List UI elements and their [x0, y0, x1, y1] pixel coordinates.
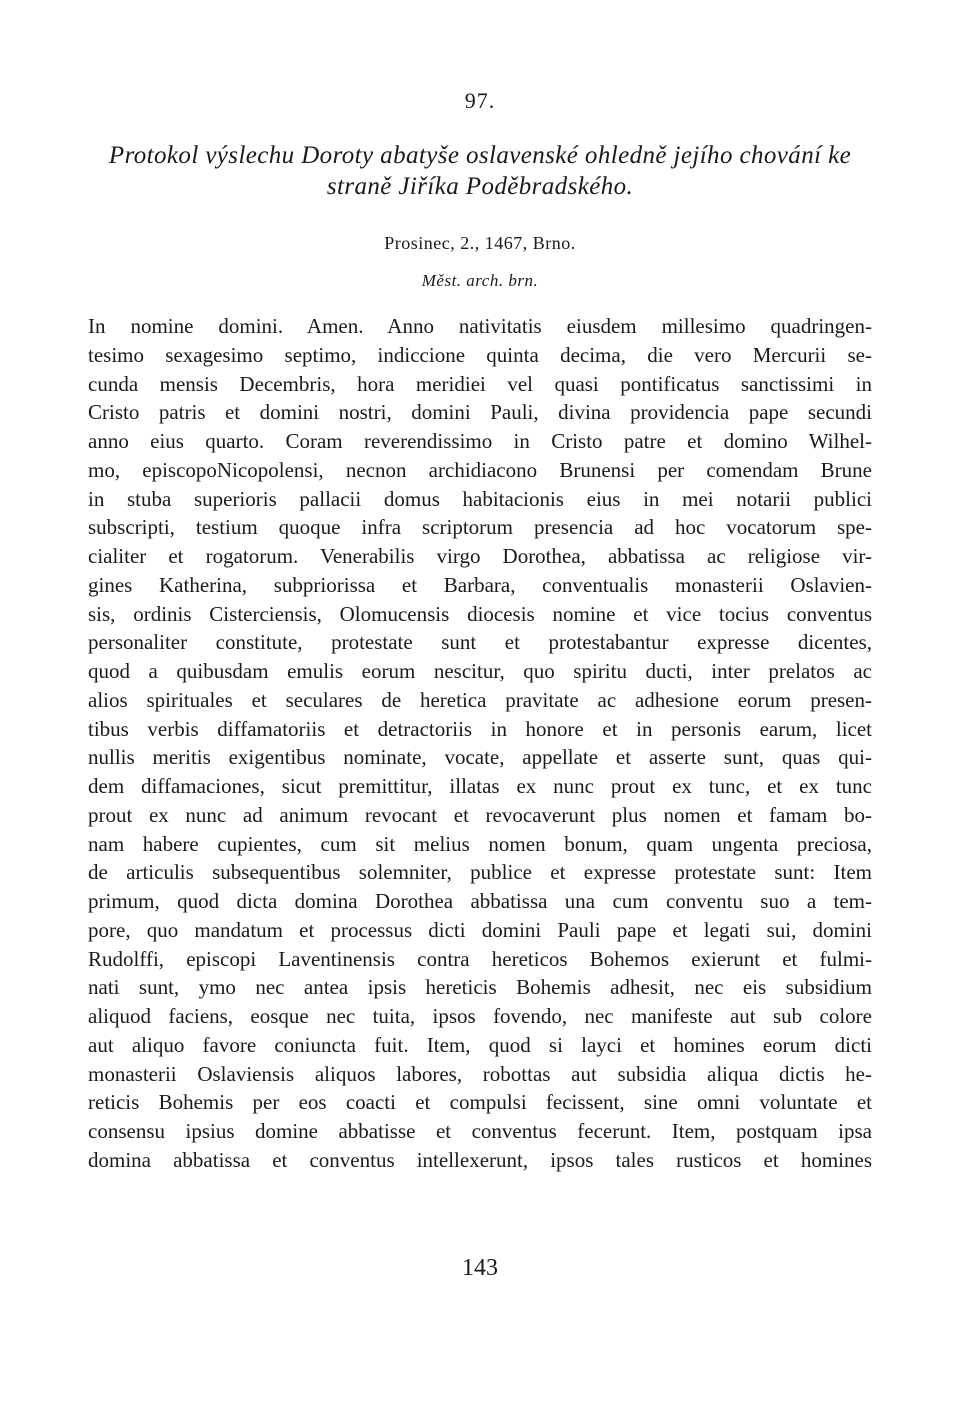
text-line: In nomine domini. Amen. Anno nativitatis eiusdem millesimo quadringen-	[88, 314, 872, 338]
text-line: sis, ordinis Cisterciensis, Olomucensis diocesis nomine et vice tocius conventus	[88, 601, 872, 626]
text-line: personaliter constitute, protestate sunt et protestabantur expresse dicentes,	[88, 630, 872, 655]
text-line: tesimo sexagesimo septimo, indiccione quinta decima, die vero Mercurii se-	[88, 342, 872, 367]
page-number: 97.	[464, 88, 496, 113]
text-line: alios spirituales et seculares de heretica pravitate ac adhesione eorum presen-	[88, 687, 872, 712]
text-line: Rudolffi, episcopi Laventinensis contra hereticos Bohemos exierunt et fulmi-	[88, 946, 872, 971]
text-line: nam habere cupientes, cum sit melius nomen bonum, quam ungenta preciosa,	[88, 831, 872, 856]
text-line: prout ex nunc ad animum revocant et revocaverunt plus nomen et famam bo-	[88, 802, 872, 827]
text-line: nullis meritis exigentibus nominate, vocate, appellate et asserte sunt, quas qui-	[88, 745, 872, 770]
text-line: dem diffamaciones, sicut premittitur, illatas ex nunc prout ex tunc, et ex tunc	[88, 774, 872, 798]
text-line: consensu ipsius domine abbatisse et conventus fecerunt. Item, postquam ipsa	[88, 1119, 872, 1143]
date-place-line: Prosinec, 2., 1467, Brno.	[384, 233, 576, 253]
body-text	[88, 312, 872, 1175]
archive-source: Měst. arch. brn.	[421, 271, 539, 290]
text-line: Cristo patris et domini nostri, domini Pauli, divina providencia pape secundi	[88, 400, 872, 425]
text-line: subscripti, testium quoque infra scriptorum presencia ad hoc vocatorum spe-	[88, 515, 872, 540]
text-line: cunda mensis Decembris, hora meridiei vel quasi pontificatus sanctissimi in	[88, 371, 872, 396]
text-line: primum, quod dicta domina Dorothea abbatissa una cum conventu suo a tem-	[88, 889, 872, 913]
text-line: anno eius quarto. Coram reverendissimo in Cristo patre et domino Wilhel-	[88, 429, 872, 453]
text-line: gines Katherina, subpriorissa et Barbara, conventualis monasterii Oslavien-	[88, 572, 872, 597]
text-line: nati sunt, ymo nec antea ipsis hereticis Bohemis adhesit, nec eis subsidium	[88, 975, 872, 1000]
text-line: tibus verbis diffamatoriis et detractoriis in honore et in personis earum, licet	[88, 716, 872, 741]
text-line: reticis Bohemis per eos coacti et compulsi fecissent, sine omni voluntate et	[88, 1090, 872, 1115]
text-line: domina abbatissa et conventus intellexerunt, ipsos tales rusticos et homines	[88, 1147, 872, 1172]
text-line: mo, episcopoNicopolensi, necnon archidiacono Brunensi per comendam Brune	[88, 457, 872, 482]
footer-number: 143	[462, 1255, 498, 1281]
document-title: Protokol výslechu Doroty abatyše oslavenské ohledně jejího chování ke straně Jiříka Poděbradského.	[108, 142, 852, 200]
text-line: de articulis subsequentibus solemniter, publice et expresse protestate sunt: Item	[88, 860, 872, 885]
text-line: aut aliquo favore coniuncta fuit. Item, quod si layci et homines eorum dicti	[88, 1032, 872, 1057]
text-line: pore, quo mandatum et processus dicti domini Pauli pape et legati sui, domini	[88, 917, 872, 942]
text-line: in stuba superioris pallacii domus habitacionis eius in mei notarii publici	[88, 486, 872, 511]
text-line: cialiter et rogatorum. Venerabilis virgo Dorothea, abbatissa ac religiose vir-	[88, 544, 872, 568]
text-line: quod a quibusdam emulis eorum nescitur, quo spiritu ducti, inter prelatos ac	[88, 659, 872, 683]
text-line: monasterii Oslaviensis aliquos labores, robottas aut subsidia aliqua dictis he-	[88, 1061, 872, 1086]
text-line: aliquod faciens, eosque nec tuita, ipsos fovendo, nec manifeste aut sub colore	[88, 1004, 872, 1028]
